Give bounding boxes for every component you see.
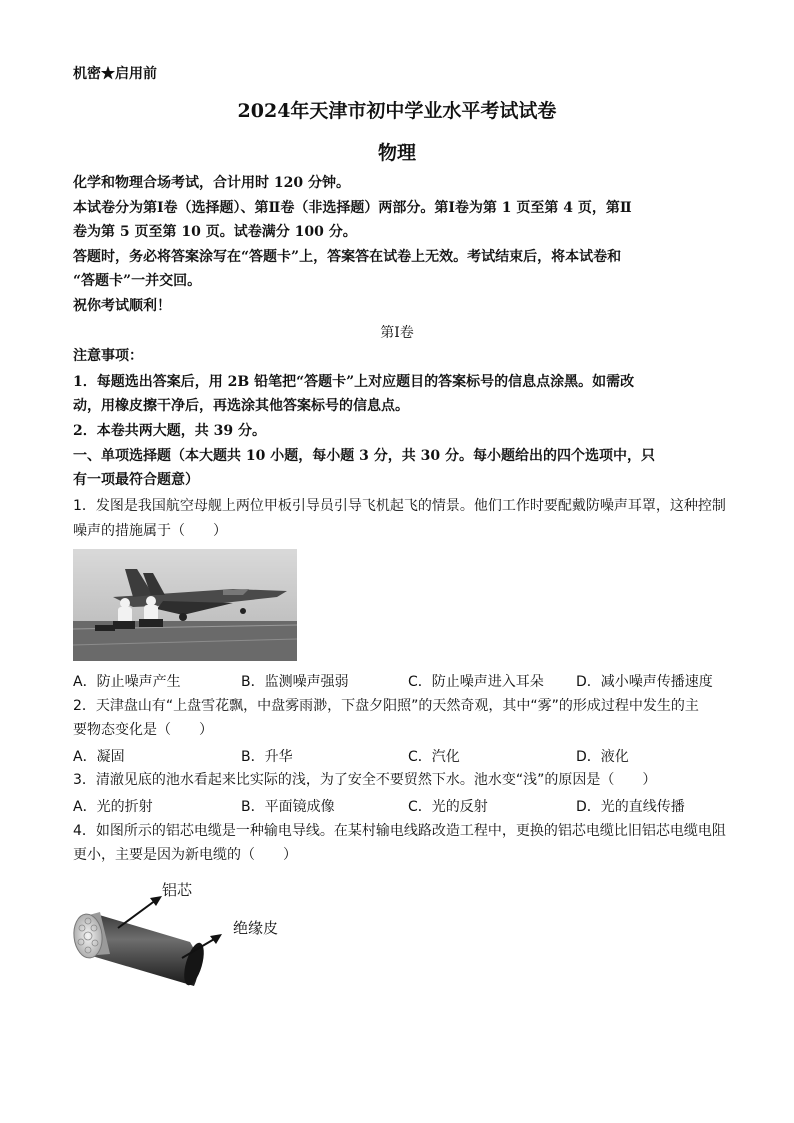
question-2-stem: 要物态变化是（ ）: [73, 722, 213, 738]
question-1-stem: 噪声的措施属于（ ）: [73, 523, 227, 539]
intro-line: “答题卡”一并交回。: [73, 273, 202, 289]
part-heading: 有一项最符合题意）: [73, 472, 199, 488]
notice-line: 2．本卷共两大题，共 39 分。: [73, 423, 266, 439]
exam-title: 2024年天津市初中学业水平考试试卷: [237, 100, 557, 122]
intro-line: 本试卷分为第Ⅰ卷（选择题）、第Ⅱ卷（非选择题）两部分。第Ⅰ卷为第 1 页至第 4 页，第Ⅱ: [73, 200, 632, 216]
question-4-stem: 更小，主要是因为新电缆的（ ）: [73, 847, 297, 863]
question-2-option-d[interactable]: D．液化: [576, 749, 629, 765]
question-3-option-b[interactable]: B．平面镜成像: [241, 799, 335, 815]
question-1-option-a[interactable]: A．防止噪声产生: [73, 674, 181, 690]
question-3-stem: 3．清澈见底的池水看起来比实际的浅，为了安全不要贸然下水。池水变“浅”的原因是（ ）: [73, 772, 657, 788]
question-1-option-c[interactable]: C．防止噪声进入耳朵: [408, 674, 544, 690]
part-heading: 一、单项选择题（本大题共 10 小题，每小题 3 分，共 30 分。每小题给出的四个选项中，只: [73, 448, 655, 464]
question-2-option-b[interactable]: B．升华: [241, 749, 293, 765]
notice-title: 注意事项：: [73, 348, 143, 364]
question-3-option-d[interactable]: D．光的直线传播: [576, 799, 685, 815]
question-2-option-a[interactable]: A．凝固: [73, 749, 125, 765]
question-1-stem: 1．发图是我国航空母舰上两位甲板引导员引导飞机起飞的情景。他们工作时要配戴防噪声耳罩，这种控制: [73, 498, 726, 514]
question-3-option-a[interactable]: A．光的折射: [73, 799, 153, 815]
intro-line: 答题时，务必将答案涂写在“答题卡”上，答案答在试卷上无效。考试结束后，将本试卷和: [73, 249, 622, 265]
subject-title: 物理: [377, 142, 416, 164]
question-1-option-d[interactable]: D．减小噪声传播速度: [576, 674, 713, 690]
aircraft-carrier-photo: [73, 549, 297, 661]
intro-line: 祝你考试顺利！: [73, 298, 171, 314]
question-2-option-c[interactable]: C．汽化: [408, 749, 460, 765]
intro-line: 卷为第 5 页至第 10 页。试卷满分 100 分。: [73, 224, 357, 240]
figure-label-aluminum-core: 铝芯: [162, 881, 193, 899]
question-3-option-c[interactable]: C．光的反射: [408, 799, 488, 815]
intro-line: 化学和物理合场考试，合计用时 120 分钟。: [73, 175, 350, 191]
figure-label-insulation: 绝缘皮: [233, 919, 279, 937]
question-4-stem: 4．如图所示的铝芯电缆是一种输电导线。在某村输电线路改造工程中，更换的铝芯电缆比旧铝芯电缆电阻: [73, 823, 726, 839]
question-1-option-b[interactable]: B．监测噪声强弱: [241, 674, 349, 690]
volume-heading: 第Ⅰ卷: [380, 325, 414, 341]
secrecy-label: 机密★启用前: [73, 66, 157, 82]
question-2-stem: 2．天津盘山有“上盘雪花飘，中盘雾雨渺，下盘夕阳照”的天然奇观，其中“雾”的形成过程中发生的主: [73, 698, 699, 714]
notice-line: 1．每题选出答案后，用 2B 铅笔把“答题卡”上对应题目的答案标号的信息点涂黑。如需改: [73, 374, 635, 390]
notice-line: 动，用橡皮擦干净后，再选涂其他答案标号的信息点。: [73, 398, 409, 414]
